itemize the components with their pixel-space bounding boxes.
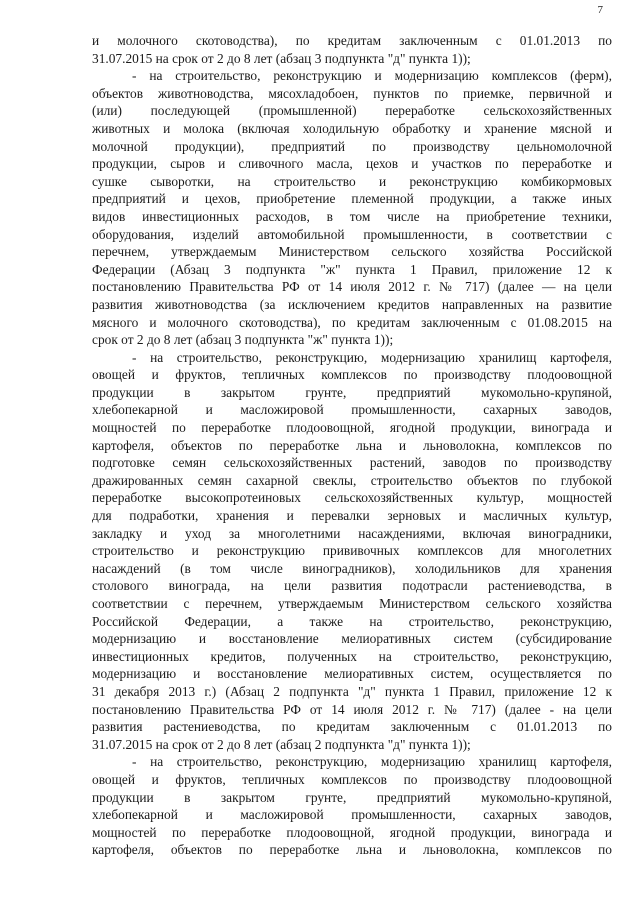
text-line: закладку и уход за многолетними насаждениями, включая виноградники, bbox=[92, 525, 612, 541]
text-line: картофеля, объектов по переработке льна и льноволокна, комплексов по bbox=[92, 437, 612, 453]
text-line: овощей и фруктов, тепличных комплексов по производству плодоовощной bbox=[92, 367, 612, 383]
text-line: Федерации (Абзац 3 подпункта "ж" пункта 1 Правил, приложение 12 к bbox=[92, 261, 612, 277]
text-line: животных и молока (включая холодильную обработку и хранение мясной и bbox=[92, 120, 612, 136]
text-line: развития животноводства (за исключением кредитов направленных на развитие bbox=[92, 296, 612, 312]
page-number: 7 bbox=[597, 4, 603, 16]
text-line: дражированных семян сахарной свеклы, строительство объектов по глубокой bbox=[92, 472, 612, 488]
text-line: развития растениеводства, по кредитам заключенным с 01.01.2013 по bbox=[92, 719, 612, 735]
text-line: мощностей по переработке плодоовощной, ягодной продукции, винограда и bbox=[92, 420, 612, 436]
text-line: соответствии с перечнем, утверждаемым Министерством сельского хозяйства bbox=[92, 596, 612, 611]
paragraph bbox=[92, 753, 612, 859]
text-line: Российской Федерации, а также на строительство, реконструкцию, bbox=[92, 613, 612, 629]
text-line: продукции в закрытом грунте, предприятий мукомольно-крупяной, bbox=[92, 384, 612, 400]
text-line: мощностей по переработке плодоовощной, ягодной продукции, винограда и bbox=[92, 824, 612, 840]
text-line: модернизацию и восстановление мелиоративных систем, осуществляется по bbox=[92, 666, 612, 682]
text-line: хлебопекарной и масложировой промышленности, сахарных заводов, bbox=[92, 807, 612, 823]
text-line: (или) последующей (промышленной) переработке сельскохозяйственных bbox=[92, 103, 612, 119]
text-line: постановлению Правительства РФ от 14 июля 2012 г. № 717) (далее - на цели bbox=[92, 701, 612, 717]
text-line: 31 декабря 2013 г.) (Абзац 2 подпункта "д" пункта 1 Правил, приложение 12 к bbox=[92, 683, 612, 699]
text-line: продукции в закрытом грунте, предприятий мукомольно-крупяной, bbox=[92, 789, 612, 805]
text-line: 31.07.2015 на срок от 2 до 8 лет (абзац 3 подпункта "д" пункта 1)); bbox=[92, 50, 471, 66]
text-line: строительство и реконструкцию прививочных комплексов для многолетних bbox=[92, 543, 612, 559]
text-line: - на строительство, реконструкцию и модернизацию комплексов (ферм), bbox=[132, 68, 612, 84]
text-line: оборудования, изделий автомобильной промышленности, в соответствии с bbox=[92, 226, 612, 242]
text-line: хлебопекарной и масложировой промышленности, сахарных заводов, bbox=[92, 402, 612, 418]
text-line: сушке сыворотки, на строительство и реконструкцию комбикормовых bbox=[92, 173, 612, 189]
text-line: переработке высокопротеиновых сельскохозяйственных культур, мощностей bbox=[92, 490, 612, 506]
paragraph bbox=[92, 67, 612, 349]
text-line: для подработки, хранения и перевалки зерновых и масличных культур, bbox=[92, 508, 612, 524]
paragraph bbox=[92, 349, 612, 754]
text-line: объектов животноводства, мясохладобоен, пунктов по приемке, первичной и bbox=[92, 85, 612, 101]
text-line: инвестиционных кредитов, полученных на строительство, реконструкцию, bbox=[92, 648, 612, 664]
text-line: постановлению Правительства РФ от 14 июля 2012 г. № 717) (далее — на цели bbox=[92, 279, 612, 295]
text-line: - на строительство, реконструкцию, модернизацию хранилищ картофеля, bbox=[132, 349, 612, 365]
text-line: продукции, сыров и сливочного масла, цехов и участков по переработке и bbox=[92, 156, 612, 172]
text-line: видов инвестиционных расходов, в том числе на приобретение техники, bbox=[92, 208, 612, 224]
text-line: модернизацию и восстановление мелиоративных систем (субсидирование bbox=[92, 631, 612, 647]
text-line: предприятий и цехов, приобретение племенной продукции, а также иных bbox=[92, 191, 612, 207]
document-body bbox=[92, 32, 612, 859]
text-line: и молочного скотоводства), по кредитам заключенным с 01.01.2013 по bbox=[92, 33, 612, 48]
text-line: картофеля, объектов по переработке льна и льноволокна, комплексов по bbox=[92, 842, 612, 858]
text-line: столового винограда, на цели развития подотрасли растениеводства, в bbox=[92, 578, 612, 594]
text-line: мясного и молочного скотоводства), по кредитам заключенным с 01.08.2015 на bbox=[92, 314, 612, 330]
paragraph bbox=[92, 32, 612, 67]
text-line: - на строительство, реконструкцию, модернизацию хранилищ картофеля, bbox=[132, 754, 612, 770]
text-line: насаждений (в том числе виноградников), холодильников для хранения bbox=[92, 560, 612, 576]
text-line: молочной продукции), предприятий по производству цельномолочной bbox=[92, 138, 612, 154]
text-line: перечнем, утверждаемым Министерством сельского хозяйства Российской bbox=[92, 244, 612, 260]
text-line: овощей и фруктов, тепличных комплексов по производству плодоовощной bbox=[92, 771, 612, 787]
text-line: подготовке семян сельскохозяйственных растений, заводов по производству bbox=[92, 455, 612, 471]
text-line: срок от 2 до 8 лет (абзац 3 подпункта "ж" пункта 1)); bbox=[92, 332, 394, 348]
text-line: 31.07.2015 на срок от 2 до 8 лет (абзац 2 подпункта "д" пункта 1)); bbox=[92, 736, 471, 752]
